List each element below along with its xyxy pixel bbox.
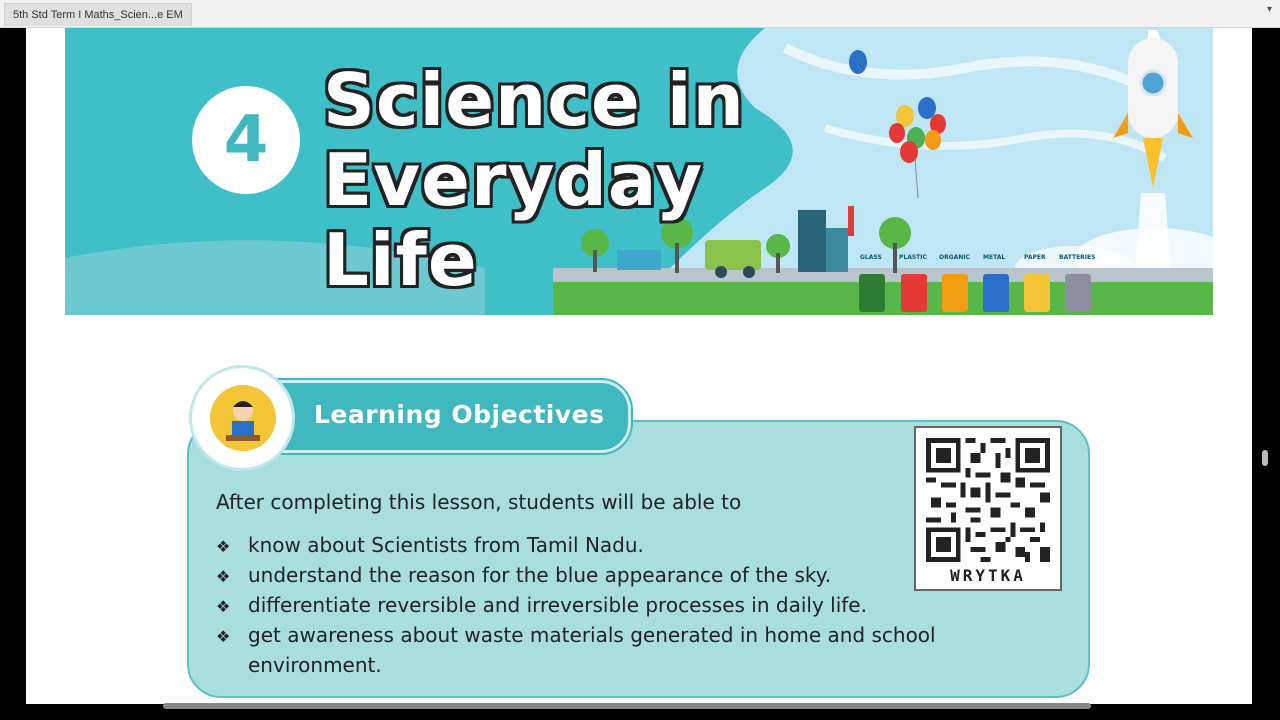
objectives-intro: After completing this lesson, students will be able to [216, 490, 742, 514]
chapter-title-line-2: Everyday [323, 138, 704, 222]
vertical-scrollbar[interactable] [1262, 450, 1268, 466]
document-viewer [0, 28, 1280, 720]
learning-objectives-title: Learning Objectives [314, 400, 605, 429]
horizontal-scrollbar[interactable] [163, 703, 1091, 709]
chapter-title-line-1: Science in [323, 58, 745, 142]
qr-icon [926, 438, 1050, 562]
pdf-page [26, 28, 1252, 704]
chevron-down-icon[interactable]: ▾ [1266, 4, 1272, 15]
objective-item: ❖ know about Scientists from Tamil Nadu. [216, 533, 644, 557]
objective-item: ❖ get awareness about waste materials generated in home and school [216, 623, 936, 647]
objective-item: ❖ differentiate reversible and irreversible processes in daily life. [216, 593, 867, 617]
bin-label-plastic: PLASTIC [899, 254, 927, 261]
document-tab[interactable]: 5th Std Term I Maths_Scien...e EM [4, 3, 192, 26]
qr-code [914, 426, 1062, 591]
bin-label-batteries: BATTERIES [1059, 254, 1096, 261]
bullet-icon: ❖ [216, 627, 231, 646]
bin-label-paper: PAPER [1024, 254, 1046, 261]
bullet-icon: ❖ [216, 597, 231, 616]
objective-item: ❖ understand the reason for the blue appearance of the sky. [216, 563, 832, 587]
chapter-title-line-3: Life [323, 218, 478, 302]
objective-item-continuation: environment. [248, 653, 382, 677]
bullet-icon: ❖ [216, 567, 231, 586]
qr-code-label: WRYTKA [950, 566, 1026, 585]
tab-bar [0, 0, 1280, 28]
chapter-banner [65, 28, 1213, 315]
student-reading-icon [210, 385, 276, 451]
bin-label-glass: GLASS [860, 254, 882, 261]
chapter-number: 4 [192, 86, 300, 194]
bin-label-organic: ORGANIC [939, 254, 970, 261]
bullet-icon: ❖ [216, 537, 231, 556]
bin-label-metal: METAL [983, 254, 1006, 261]
